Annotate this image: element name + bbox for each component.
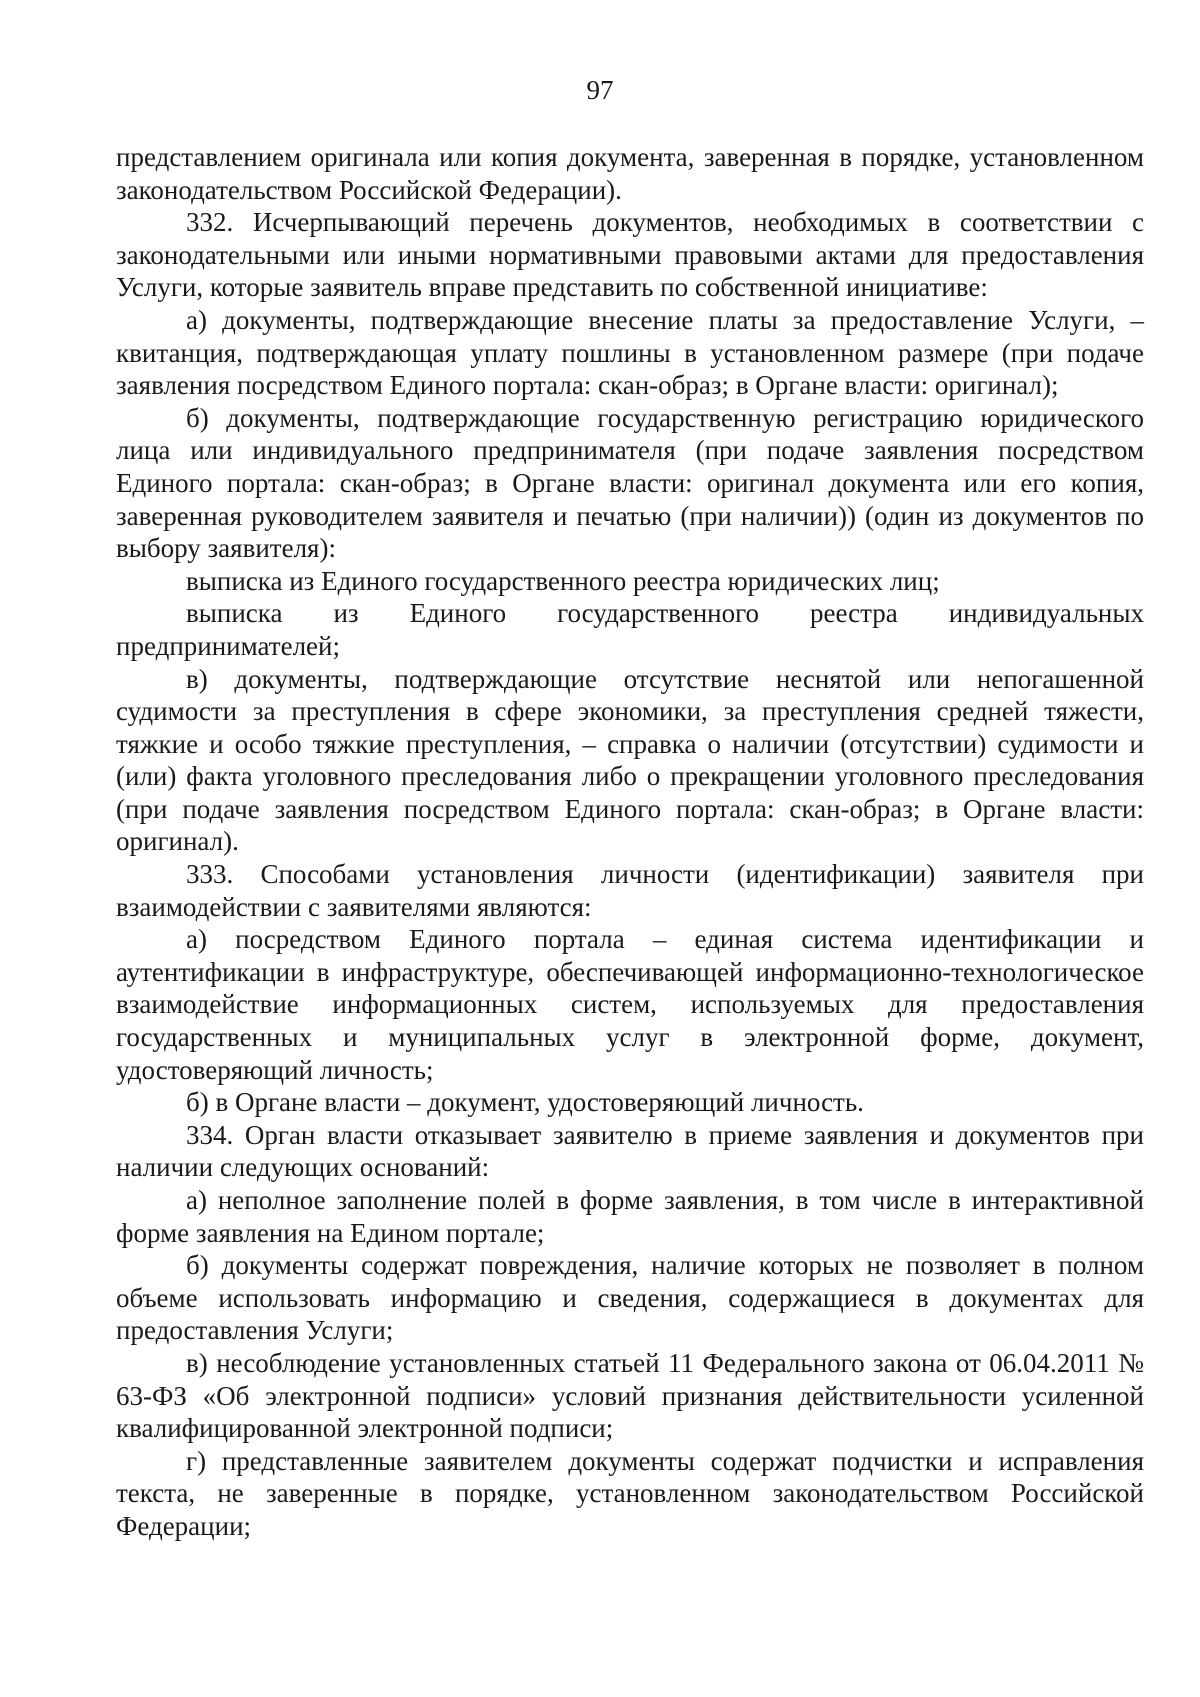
paragraph-332-b-item-1: выписка из Единого государственного реестра юридических лиц;: [186, 565, 940, 596]
paragraph-334-g: г) представленные заявителем документы содержат подчистки и исправления текста, не заверенные в порядке, установленном законодательством Российской Федерации;: [116, 1445, 1144, 1541]
document-body: [116, 141, 1144, 1543]
paragraph-332-b-item-2: выписка из Единого государственного реестра индивидуальных предпринимателей;: [116, 598, 1144, 661]
page-number: 97: [586, 75, 614, 105]
paragraph-332-a: а) документы, подтверждающие внесение платы за предоставление Услуги, – квитанция, подтверждающая уплату пошлины в установленном размере (при подаче заявления посредством Единого портала: скан-образ; в Органе власти: оригинал);: [116, 304, 1144, 401]
paragraph-332-v: в) документы, подтверждающие отсутствие неснятой или непогашенной судимости за преступления в сфере экономики, за преступления средней тяжести, тяжкие и особо тяжкие преступления, – справка о наличии (отсутствии) судимости и (или) факта уголовного преследования либо о прекращении уголовного преследования (при подаче заявления посредством Единого портала: скан-образ; в Органе власти: оригинал).: [116, 663, 1144, 857]
paragraph-333-b: б) в Органе власти – документ, удостоверяющий личность.: [186, 1087, 864, 1118]
paragraph-334: 334. Орган власти отказывает заявителю в приеме заявления и документов при наличии следующих оснований:: [116, 1119, 1144, 1183]
paragraph-333: 333. Способами установления личности (идентификации) заявителя при взаимодействии с заявителями являются:: [116, 859, 1144, 922]
paragraph-332-b: б) документы, подтверждающие государственную регистрацию юридического лица или индивидуального предпринимателя (при подаче заявления посредством Единого портала: скан-образ; в Органе власти: оригинал документа или его копия, заверенная руководителем заявителя и печатью (при наличии)) (один из документов по выбору заявителя):: [116, 402, 1144, 564]
paragraph-332: 332. Исчерпывающий перечень документов, необходимых в соответствии с законодательными или иными нормативными правовыми актами для предоставления Услуги, которые заявитель вправе представить по собственной инициативе:: [116, 207, 1144, 303]
paragraph-334-b: б) документы содержат повреждения, наличие которых не позволяет в полном объеме использовать информацию и сведения, содержащиеся в документах для предоставления Услуги;: [116, 1250, 1144, 1346]
paragraph-334-v: в) несоблюдение установленных статьей 11 Федерального закона от 06.04.2011 № 63-ФЗ «Об электронной подписи» условий признания действительности усиленной квалифицированной электронной подписи;: [116, 1347, 1144, 1444]
paragraph-334-a: а) неполное заполнение полей в форме заявления, в том числе в интерактивной форме заявления на Едином портале;: [116, 1185, 1144, 1248]
paragraph-333-a: а) посредством Единого портала – единая система идентификации и аутентификации в инфраструктуре, обеспечивающей информационно-технологическое взаимодействие информационных систем, используемых для предоставления государственных и муниципальных услуг в электронной форме, документ, удостоверяющий личность;: [116, 924, 1144, 1085]
paragraph-continuation: представлением оригинала или копия документа, заверенная в порядке, установленном законодательством Российской Федерации).: [116, 142, 1144, 205]
